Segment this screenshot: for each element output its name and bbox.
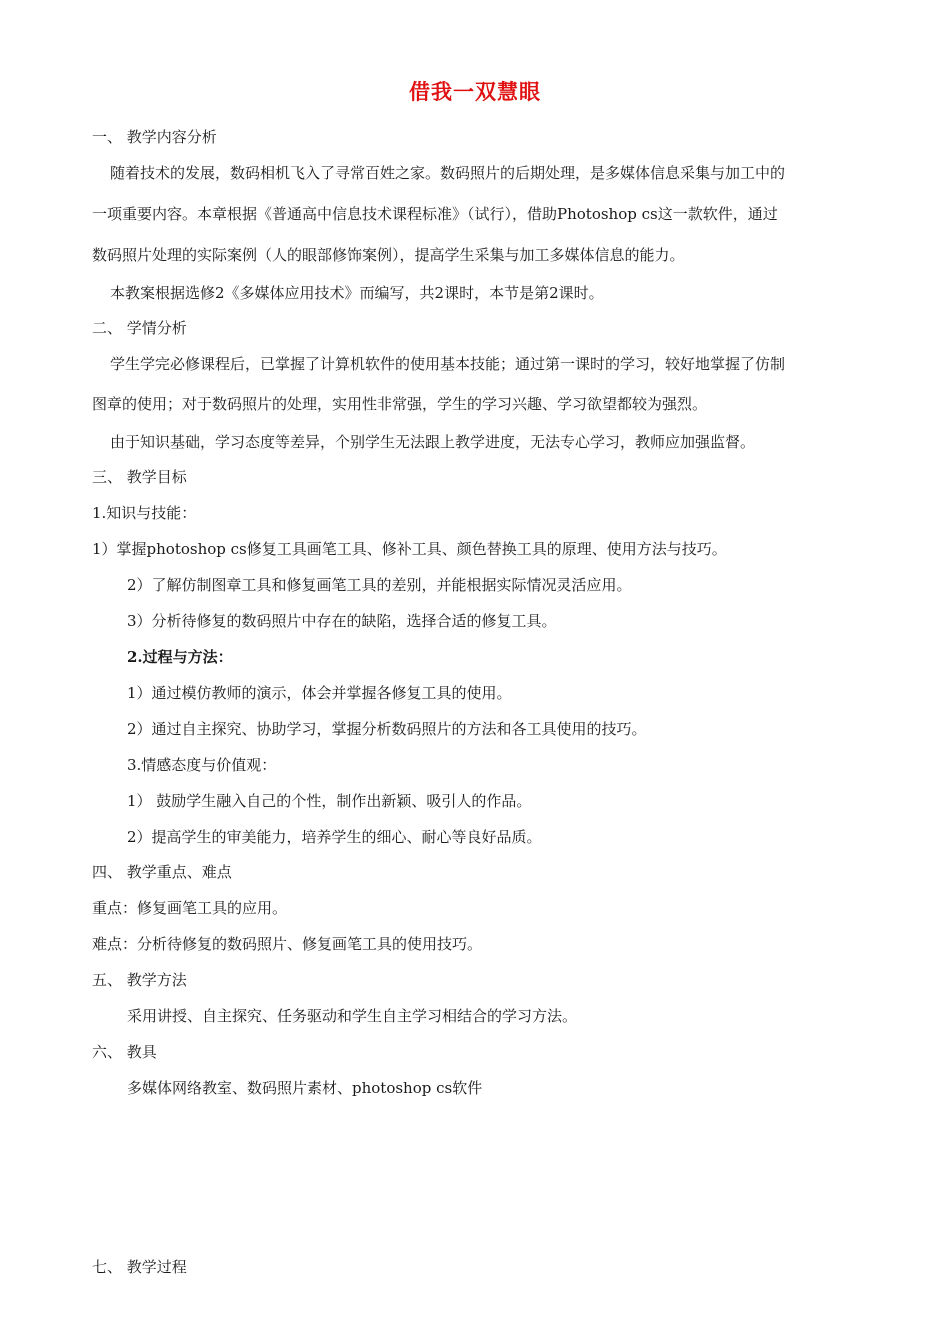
paragraph-line: 数码照片处理的实际案例（人的眼部修饰案例），提高学生采集与加工多媒体信息的能力。 [92, 246, 685, 264]
list-item: 2）通过自主探究、协助学习，掌握分析数码照片的方法和各工具使用的技巧。 [127, 720, 647, 738]
section-heading-1: 一、 教学内容分析 [92, 128, 217, 146]
section-heading-5: 五、 教学方法 [92, 971, 187, 989]
section-heading-2: 二、 学情分析 [92, 319, 187, 337]
list-item: 1）通过模仿教师的演示，体会并掌握各修复工具的使用。 [127, 684, 512, 702]
paragraph-line: 多媒体网络教室、数码照片素材、photoshop cs软件 [127, 1079, 483, 1097]
paragraph-line: 难点：分析待修复的数码照片、修复画笔工具的使用技巧。 [92, 935, 483, 953]
list-item: 1） 鼓励学生融入自己的个性，制作出新颖、吸引人的作品。 [127, 792, 532, 810]
section-heading-4: 四、 教学重点、难点 [92, 863, 232, 881]
subheading-process: 2.过程与方法： [127, 648, 233, 666]
paragraph-line: 本教案根据选修2《多媒体应用技术》而编写，共2课时，本节是第2课时。 [110, 284, 604, 302]
list-item: 2）提高学生的审美能力，培养学生的细心、耐心等良好品质。 [127, 828, 542, 846]
list-item: 1）掌握photoshop cs修复工具画笔工具、修补工具、颜色替换工具的原理、使用方法与技巧。 [92, 540, 727, 558]
paragraph-line: 随着技术的发展，数码相机飞入了寻常百姓之家。数码照片的后期处理，是多媒体信息采集与加工中的 [110, 164, 786, 182]
section-heading-7: 七、 教学过程 [92, 1258, 187, 1276]
section-heading-3: 三、 教学目标 [92, 468, 187, 486]
paragraph-line: 一项重要内容。本章根据《普通高中信息技术课程标准》（试行），借助Photoshop cs这一款软件，通过 [92, 205, 778, 223]
list-item: 2）了解仿制图章工具和修复画笔工具的差别，并能根据实际情况灵活应用。 [127, 576, 632, 594]
subheading-knowledge: 1.知识与技能： [92, 504, 197, 522]
list-item: 3）分析待修复的数码照片中存在的缺陷，选择合适的修复工具。 [127, 612, 557, 630]
paragraph-line: 图章的使用；对于数码照片的处理，实用性非常强，学生的学习兴趣、学习欲望都较为强烈。 [92, 395, 708, 413]
paragraph-line: 由于知识基础，学习态度等差异，个别学生无法跟上教学进度，无法专心学习，教师应加强监督。 [110, 433, 756, 451]
subheading-attitude: 3.情感态度与价值观： [127, 756, 277, 774]
document-title: 借我一双慧眼 [409, 80, 541, 104]
paragraph-line: 学生学完必修课程后，已掌握了计算机软件的使用基本技能；通过第一课时的学习，较好地掌握了仿制 [110, 355, 786, 373]
paragraph-line: 重点：修复画笔工具的应用。 [92, 899, 288, 917]
paragraph-line: 采用讲授、自主探究、任务驱动和学生自主学习相结合的学习方法。 [127, 1007, 578, 1025]
section-heading-6: 六、 教具 [92, 1043, 157, 1061]
